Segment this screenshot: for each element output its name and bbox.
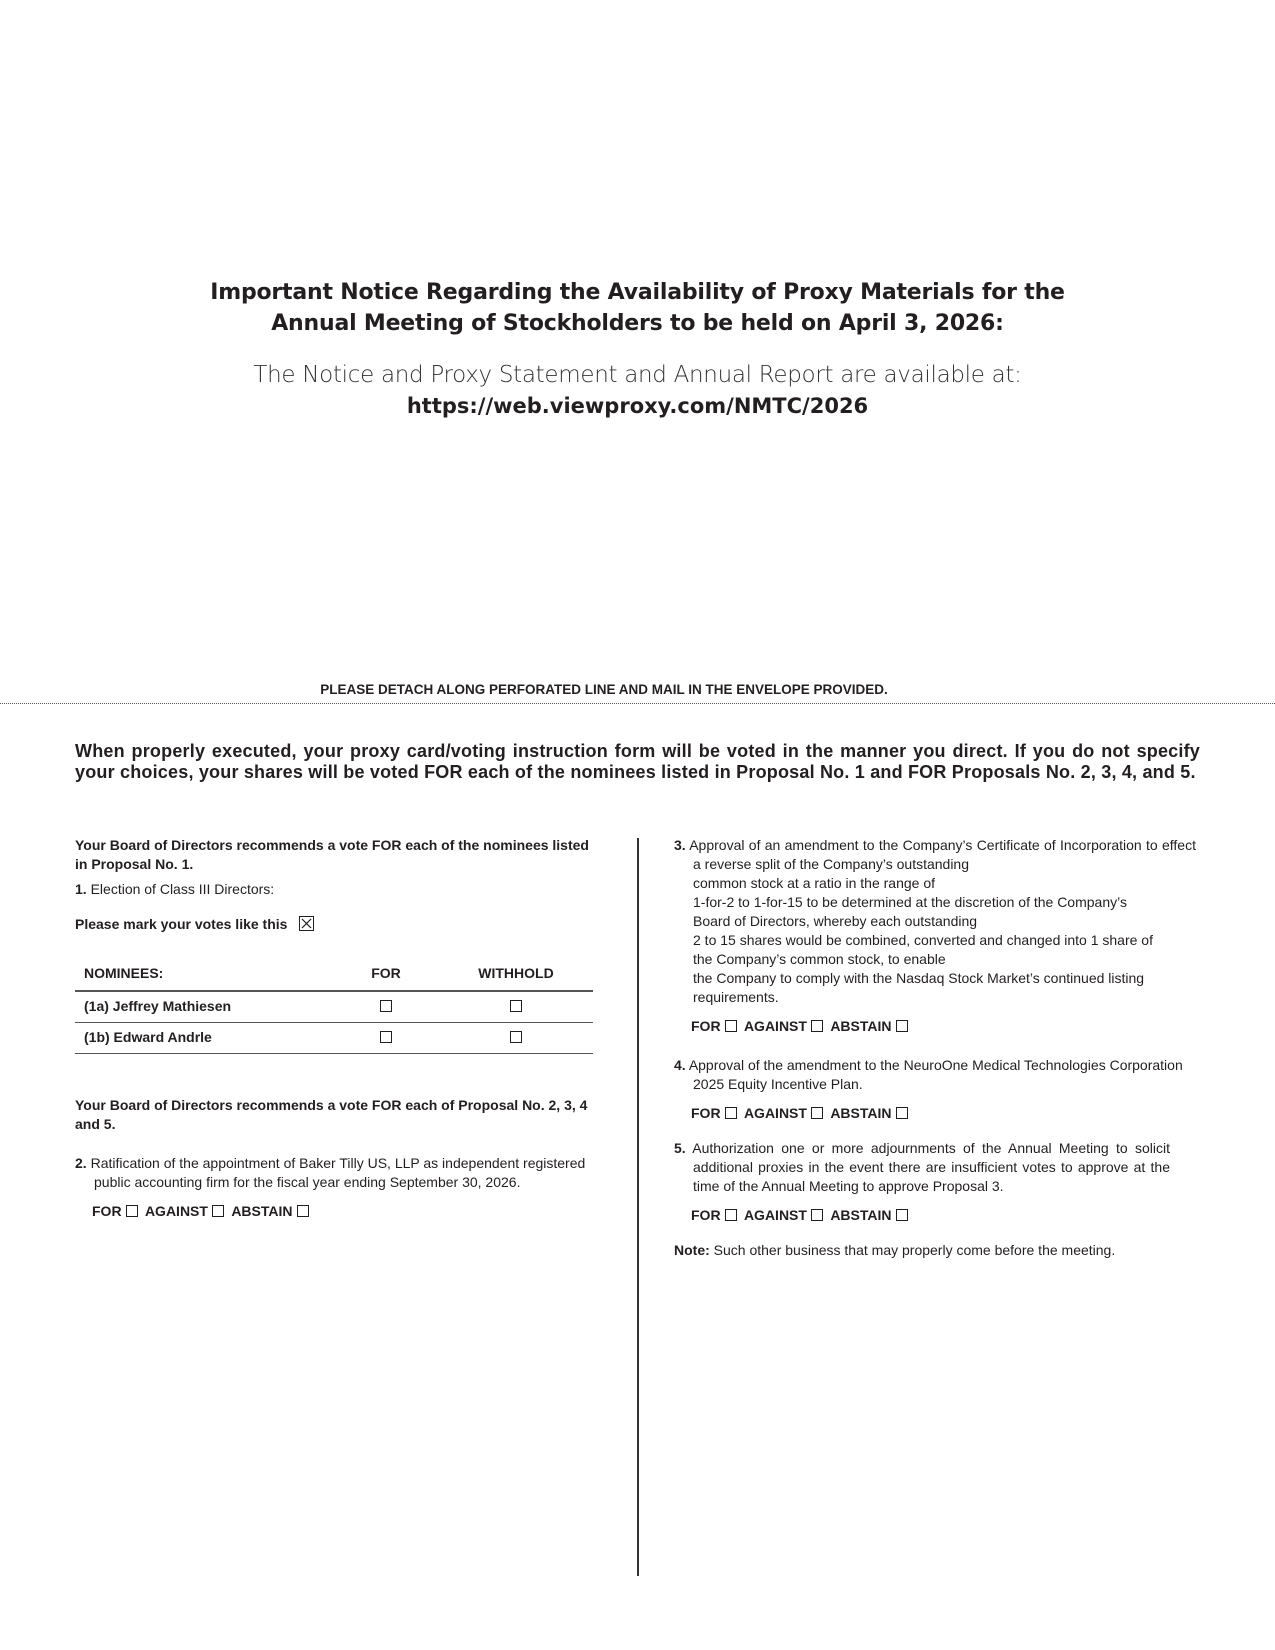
proposal-2-number: 2. [75,1154,87,1171]
proposal-3-line: the Company’s common stock, to enable [693,951,946,967]
against-label: AGAINST [743,1105,807,1121]
note-text: Such other business that may properly come before the meeting. [713,1242,1116,1258]
for-label: FOR [691,1207,721,1223]
proposal-4 [674,1056,1200,1094]
for-checkbox[interactable] [380,1031,392,1043]
for-checkbox[interactable] [126,1205,138,1217]
nominees-table [75,964,593,1054]
board-recommendation-proposal-1: Your Board of Directors recommends a vote FOR each of the nominees listed in Proposal No. 1. [75,837,589,872]
proxy-materials-url[interactable]: https://web.viewproxy.com/NMTC/2026 [406,394,869,418]
note-label: Note: [674,1242,710,1258]
detach-instruction: PLEASE DETACH ALONG PERFORATED LINE AND MAIL IN THE ENVELOPE PROVIDED. [320,682,888,697]
proposal-3-line: Board of Directors, whereby each outstanding [693,913,978,929]
column-divider [637,838,639,1576]
abstain-label: ABSTAIN [830,1018,892,1034]
mark-instruction-text: Please mark your votes like this [75,916,288,932]
against-label: AGAINST [743,1018,807,1034]
proposal-5-text: Authorization one or more adjournments of the Annual Meeting to solicit additional proxies in the event there are insufficient votes to approve at the time of the Annual Meeting to approve Proposal 3. [692,1140,1171,1194]
proposal-3-line: the Company to comply with the Nasdaq Stock Market’s continued listing [693,970,1145,986]
notice-title-line-1: Important Notice Regarding the Availability of Proxy Materials for the [210,280,1065,305]
board-recommendation-proposals-2-5: Your Board of Directors recommends a vote FOR each of Proposal No. 2, 3, 4 and 5. [75,1096,588,1132]
against-checkbox[interactable] [212,1205,224,1217]
proposal-5-vote-options [674,1206,1200,1225]
proxy-intro-text: When properly executed, your proxy card/voting instruction form will be voted in the manner you direct. If you do not specify your choices, your shares will be voted FOR each of the nominees listed in Proposal No. 1 and FOR Proposals No. 2, 3, 4, and 5. [75,741,1200,782]
proposal-5-number: 5. [674,1140,686,1156]
against-label: AGAINST [144,1202,208,1219]
proposal-4-vote-options [674,1104,1200,1123]
proposal-4-number: 4. [674,1057,686,1073]
against-checkbox[interactable] [811,1209,823,1221]
proposal-3-line: common stock at a ratio in the range of [693,875,936,891]
header-for: FOR [333,964,439,991]
note [674,1241,1200,1260]
x-mark-example-icon [299,916,314,931]
abstain-checkbox[interactable] [896,1020,908,1032]
proposal-2 [75,1154,595,1192]
nominees-table-header [75,964,593,991]
table-row [75,1022,593,1053]
for-label: FOR [92,1202,122,1219]
against-checkbox[interactable] [811,1107,823,1119]
abstain-checkbox[interactable] [896,1209,908,1221]
proposal-4-text: Approval of the amendment to the NeuroOne Medical Technologies Corporation 2025 Equity Incentive Plan. [688,1057,1183,1092]
proposal-3-line: 2 to 15 shares would be combined, converted and changed into 1 share of [693,932,1153,948]
proposal-3-number: 3. [674,837,686,853]
notice-title-line-2: Annual Meeting of Stockholders to be held on April 3, 2026: [271,311,1004,336]
proposal-2-vote-options [75,1202,595,1221]
proposal-1 [75,880,595,899]
against-label: AGAINST [743,1207,807,1223]
for-checkbox[interactable] [725,1107,737,1119]
abstain-checkbox[interactable] [896,1107,908,1119]
proposal-3-vote-options [674,1017,1200,1036]
for-checkbox[interactable] [725,1209,737,1221]
mark-instruction [75,915,595,934]
right-column [674,836,1200,1260]
perforated-line [0,703,1275,704]
proposal-3 [674,836,1200,1007]
for-label: FOR [691,1018,721,1034]
against-checkbox[interactable] [811,1020,823,1032]
table-row [75,991,593,1022]
proposal-3-line: Approval of an amendment to the Company’s Certificate of Incorporation to effect a reverse split of the Company’s outstanding [689,837,1196,872]
header-nominees: NOMINEES: [75,964,333,991]
abstain-label: ABSTAIN [231,1202,293,1219]
withhold-checkbox[interactable] [510,1031,522,1043]
availability-text: The Notice and Proxy Statement and Annual Report are available at: [253,362,1022,388]
left-column [75,836,595,1221]
for-checkbox[interactable] [380,1000,392,1012]
nominee-name: (1b) Edward Andrle [75,1022,333,1053]
header-withhold: WITHHOLD [439,964,593,991]
proposal-1-text: Election of Class III Directors: [90,881,275,897]
proposal-1-number: 1. [75,881,87,897]
abstain-label: ABSTAIN [830,1207,892,1223]
notice-title [0,277,1275,339]
proposal-3-line: requirements. [693,989,779,1005]
abstain-label: ABSTAIN [830,1105,892,1121]
proposal-5 [674,1139,1200,1196]
withhold-checkbox[interactable] [510,1000,522,1012]
proposal-2-text: Ratification of the appointment of Baker Tilly US, LLP as independent registered public accounting firm for the fiscal year ending September 30, 2026. [90,1154,586,1190]
for-label: FOR [691,1105,721,1121]
proposal-3-line: 1-for-2 to 1-for-15 to be determined at the discretion of the Company’s [693,894,1127,910]
nominee-name: (1a) Jeffrey Mathiesen [75,991,333,1022]
for-checkbox[interactable] [725,1020,737,1032]
abstain-checkbox[interactable] [297,1205,309,1217]
